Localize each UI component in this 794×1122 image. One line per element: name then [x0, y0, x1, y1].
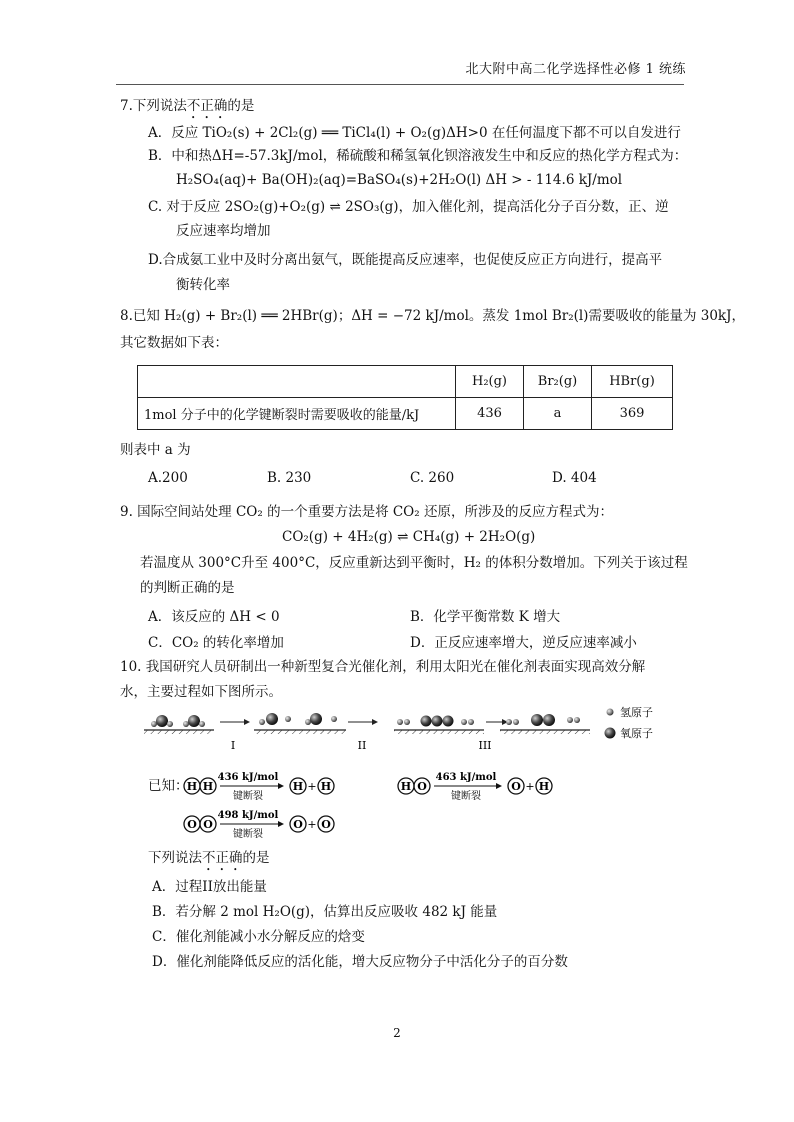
q10-ask-pre: 下列说法	[148, 850, 202, 866]
table-header-cell: H₂(g)	[456, 366, 524, 398]
page-header: 北大附中高二化学选择性必修 1 统练	[465, 62, 686, 77]
table-header-cell: Br₂(g)	[524, 366, 592, 398]
table-cell: 436	[456, 398, 524, 430]
q7-option-d: D.合成氨工业中及时分离出氨气，既能提高反应速率，也促使反应正方向进行，提高平	[148, 252, 663, 268]
oo-bond-energy: 498 kJ/mol	[217, 810, 279, 821]
ho-left-atom-1: H	[400, 780, 412, 793]
oo-right-atom-1: O	[293, 818, 303, 831]
ho-bond-label: 键断裂	[451, 791, 481, 802]
q7-option-b-equation: H₂SO₄(aq)+ Ba(OH)₂(aq)=BaSO₄(s)+2H₂O(l) ΔH > - 114.6 kJ/mol	[176, 172, 623, 188]
table-cell: 1mol 分子中的化学键断裂时需要吸收的能量/kJ	[138, 398, 456, 430]
arrow-1-head	[244, 719, 250, 725]
q8-choice-a: A.200	[148, 470, 188, 486]
svg-text:+: +	[525, 780, 535, 793]
page-number: 2	[393, 1026, 401, 1040]
bond-oo-diagram	[182, 806, 362, 842]
q10-option-d: D．催化剂能降低反应的活化能，增大反应物分子中活化分子的百分数	[152, 954, 568, 970]
q9-option-b: B．化学平衡常数 K 增大	[410, 609, 561, 625]
q10-option-c: C．催化剂能减小水分解反应的焓变	[152, 929, 365, 945]
known-label: 已知：	[148, 778, 189, 794]
table-row	[138, 398, 673, 430]
hh-bond-label: 键断裂	[233, 791, 263, 802]
hh-left-atom-1: H	[186, 780, 198, 793]
q7-option-d-cont: 衡转化率	[176, 277, 230, 293]
q7-stem-emphasis: 不正确	[186, 98, 228, 114]
ho-left-atom-2: O	[417, 780, 427, 793]
hh-right-atom-2: H	[320, 780, 332, 793]
q10-stem-cont: 水，主要过程如下图所示。	[120, 684, 282, 700]
q10-ask-emphasis: 不正确	[202, 850, 243, 866]
stage-label-2: II	[357, 739, 367, 752]
hh-right-atom-1: H	[292, 780, 304, 793]
q7-option-a: A．反应 TiO₂(s) + 2Cl₂(g) ══ TiCl₄(l) + O₂(g)ΔH>0 在任何温度下都不可以自发进行	[148, 125, 681, 141]
ho-right-atom-2: H	[538, 780, 550, 793]
q8-choice-b: B. 230	[267, 470, 312, 486]
q8-stem-cont: 其它数据如下表：	[120, 335, 228, 351]
q9-equation: CO₂(g) + 4H₂(g) ⇌ CH₄(g) + 2H₂O(g)	[282, 529, 536, 545]
q7-stem-pre: 7.下列说法	[120, 98, 187, 114]
table-header-cell: HBr(g)	[592, 366, 673, 398]
hh-left-atom-2: H	[202, 780, 214, 793]
bond-hh-diagram	[182, 768, 362, 804]
q9-stem: 9. 国际空间站处理 CO₂ 的一个重要方法是将 CO₂ 还原，所涉及的反应方程式为：	[120, 504, 613, 520]
q10-ask	[148, 848, 270, 874]
ho-right-atom-1: O	[511, 780, 521, 793]
bond-energy-table	[137, 365, 673, 430]
table-cell: 369	[592, 398, 673, 430]
table-header-cell	[138, 366, 456, 398]
ho-bond-energy: 463 kJ/mol	[435, 772, 497, 783]
q7-stem-post: 的是	[227, 98, 255, 114]
q9-option-c: C．CO₂ 的转化率增加	[148, 635, 284, 651]
arrow-2-head	[372, 719, 378, 725]
hydrogen-atom-icon	[607, 709, 614, 716]
q7-option-c-cont: 反应速率均增加	[176, 223, 271, 239]
legend-oxygen: 氧原子	[620, 727, 653, 740]
oo-left-atom-2: O	[203, 818, 213, 831]
q8-choice-c: C. 260	[410, 470, 455, 486]
q9-option-d: D．正反应速率增大，逆反应速率减小	[410, 635, 637, 651]
q10-option-a: A．过程II放出能量	[152, 879, 267, 895]
q10-stem: 10. 我国研究人员研制出一种新型复合光催化剂，利用太阳光在催化剂表面实现高效分解	[120, 659, 646, 675]
oxygen-atom-icon	[605, 728, 616, 739]
q8-stem: 8.已知 H₂(g) + Br₂(l) ══ 2HBr(g)；ΔH = −72 kJ/mol。蒸发 1mol Br₂(l)需要吸收的能量为 30kJ，	[120, 308, 746, 324]
q7-stem	[120, 96, 254, 122]
q9-condition: 若温度从 300°C升至 400°C，反应重新达到平衡时，H₂ 的体积分数增加。下列关于该过程	[140, 555, 688, 571]
header-rule	[116, 84, 684, 85]
stage-label-1: I	[230, 739, 236, 752]
stage-2-surface	[394, 716, 484, 735]
table-header-row	[138, 366, 673, 398]
legend-hydrogen: 氢原子	[620, 706, 653, 719]
q7-option-b: B．中和热ΔH=-57.3kJ/mol，稀硫酸和稀氢氧化钡溶液发生中和反应的热化学方程式为：	[148, 148, 688, 164]
oo-left-atom-1: O	[187, 818, 197, 831]
q10-ask-post: 的是	[242, 850, 270, 866]
svg-text:+: +	[307, 818, 317, 831]
stage-label-3: III	[478, 739, 492, 752]
q8-choice-d: D. 404	[552, 470, 597, 486]
q10-option-b: B．若分解 2 mol H₂O(g)，估算出反应吸收 482 kJ 能量	[152, 904, 498, 920]
stage-1-surface	[254, 713, 346, 734]
stage-3-surface	[500, 714, 590, 734]
bond-ho-diagram	[396, 768, 576, 804]
table-cell: a	[524, 398, 592, 430]
oo-bond-label: 键断裂	[233, 829, 263, 840]
oo-right-atom-2: O	[321, 818, 331, 831]
q9-option-a: A．该反应的 ΔH < 0	[148, 609, 280, 625]
legend	[605, 705, 654, 740]
q7-option-c: C. 对于反应 2SO₂(g)+O₂(g) ⇌ 2SO₃(g)，加入催化剂，提高活化分子百分数，正、逆	[148, 199, 669, 215]
stage-0-surface	[144, 715, 214, 734]
q9-condition-cont: 的判断正确的是	[140, 580, 235, 596]
svg-text:+: +	[307, 780, 317, 793]
catalysis-process-diagram	[140, 702, 680, 754]
hh-bond-energy: 436 kJ/mol	[217, 772, 279, 783]
q8-ask: 则表中 a 为	[120, 442, 191, 458]
